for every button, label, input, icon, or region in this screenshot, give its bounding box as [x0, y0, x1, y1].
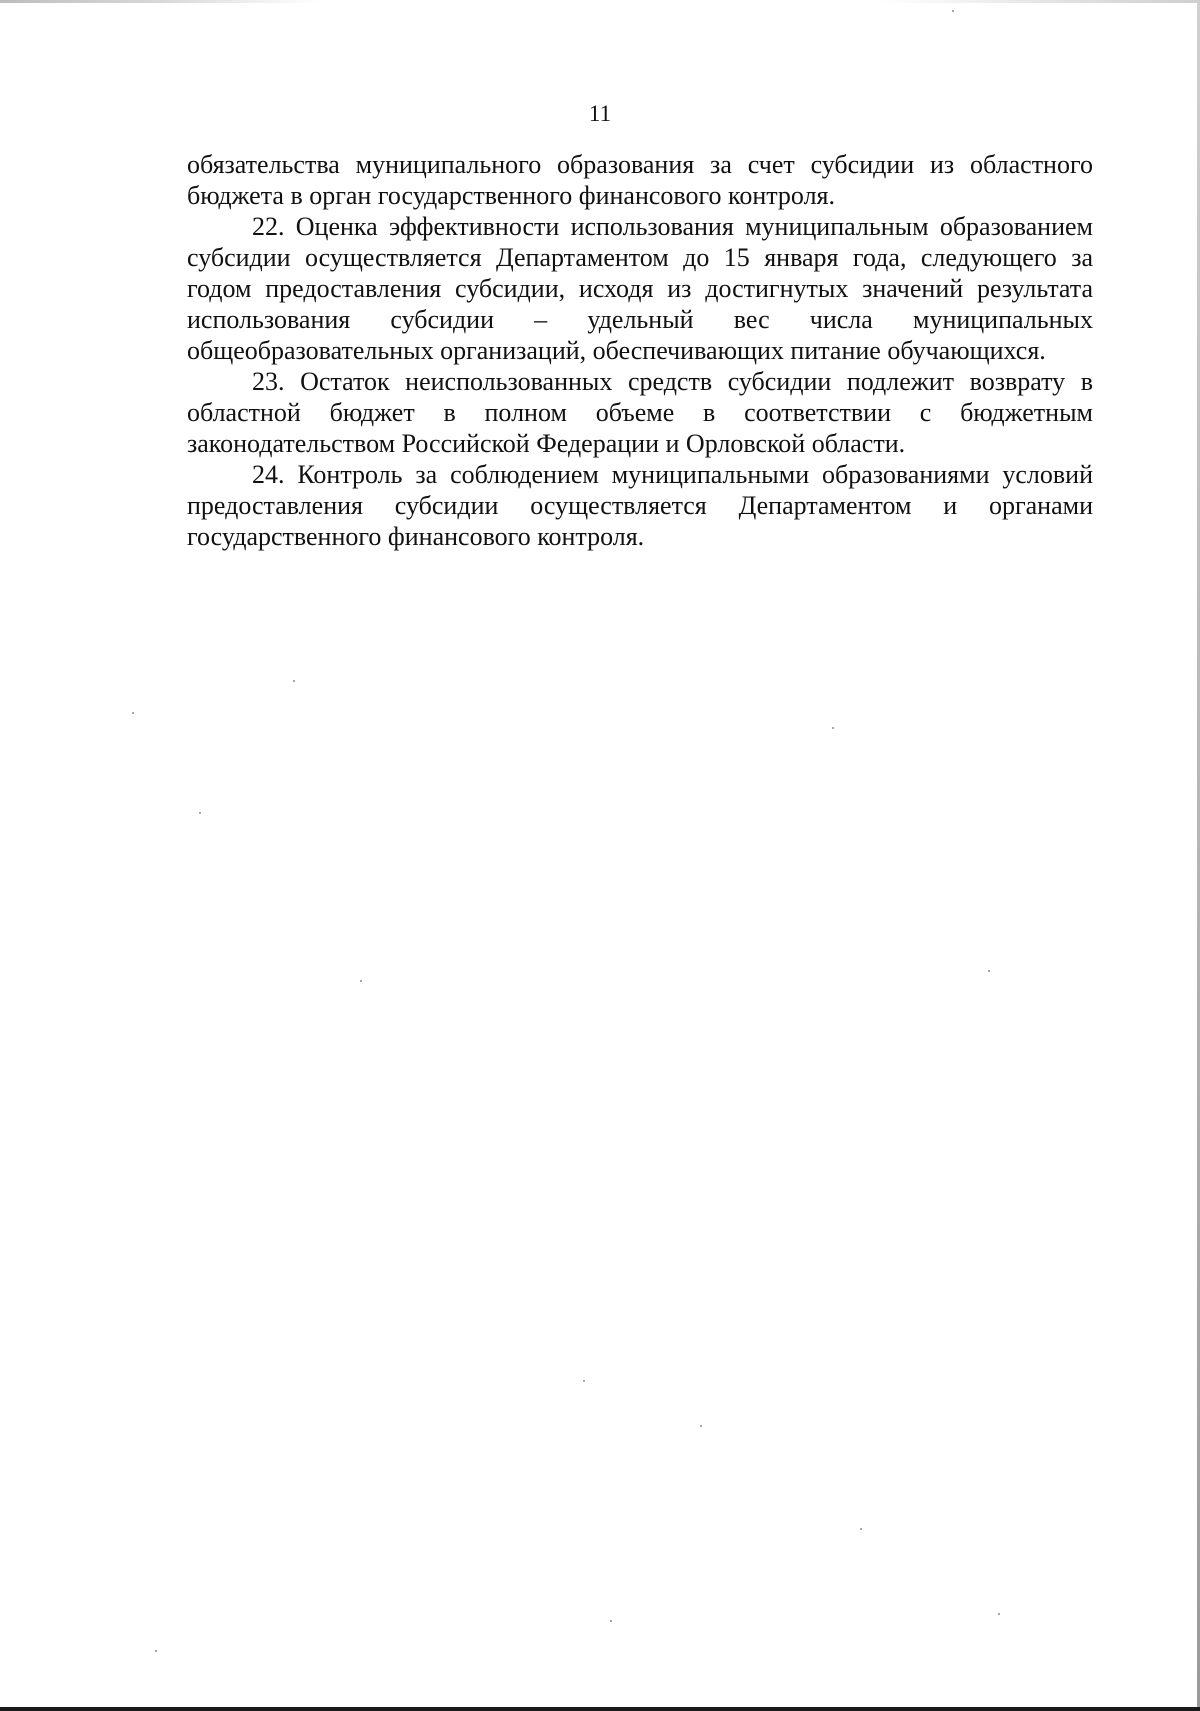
scan-speck: [583, 1380, 585, 1382]
scan-speck: [860, 1528, 862, 1530]
scan-speck: [199, 812, 201, 814]
scan-speck: [700, 1425, 702, 1427]
scan-speck: [360, 980, 362, 982]
scan-speck: [998, 1613, 1000, 1615]
scan-speck: [832, 727, 834, 729]
scan-edge-top: [0, 0, 1200, 3]
scan-speck: [132, 712, 134, 714]
scan-speck: [155, 1650, 157, 1652]
paragraph-continuation: обязательства муниципального образования за счет субсидии из областного бюджета в орган государственного финансового контроля.: [187, 150, 1093, 210]
paragraph-22: 22. Оценка эффективности использования муниципальным образованием субсидии осуществляется Департаментом до 15 января года, следующего за годом предоставления субсидии, исходя из достигнутых значений результата использования субсидии – удельный вес числа муниципальных общеобразовательных организаций, обеспечивающих питание обучающихся.: [187, 212, 1093, 365]
document-body: [187, 149, 1093, 552]
scan-speck: [610, 1620, 612, 1622]
paragraph-24: 24. Контроль за соблюдением муниципальными образованиями условий предоставления субсидии осуществляется Департаментом и органами государственного финансового контроля.: [187, 460, 1093, 551]
scan-speck: [293, 680, 295, 682]
page-number: 11: [588, 101, 612, 126]
scan-edge-bottom: [0, 1707, 1200, 1711]
scan-speck: [988, 970, 990, 972]
paragraph-23: 23. Остаток неиспользованных средств субсидии подлежит возврату в областной бюджет в полном объеме в соответствии с бюджетным законодательством Российской Федерации и Орловской области.: [187, 367, 1093, 458]
scan-speck: [952, 10, 954, 12]
